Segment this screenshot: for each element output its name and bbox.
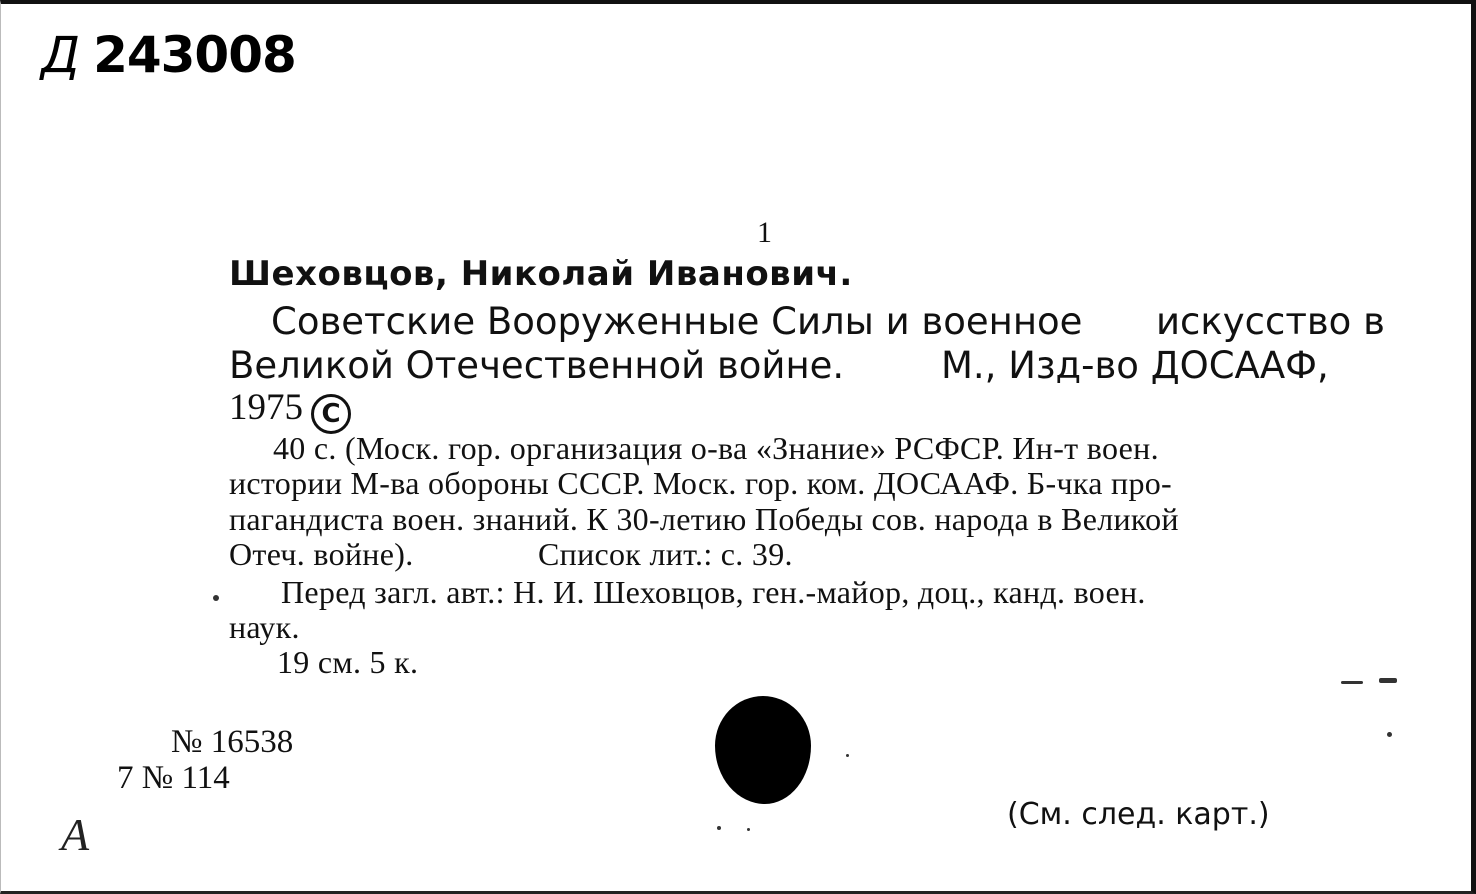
handwritten-initial: А [61, 809, 90, 860]
punch-hole [715, 696, 811, 804]
speck [1387, 732, 1392, 737]
title-line-2a: Великой Отечественной войне. [229, 344, 845, 387]
description-line-1: 40 с. (Моск. гор. организация о-ва «Знание» РСФСР. Ин-т воен. [273, 430, 1159, 466]
inventory-prefix: Д [41, 26, 80, 84]
publication-year: 1975 [229, 387, 303, 428]
title-line-1a: Советские Вооруженные Силы и военное [271, 300, 1083, 343]
title-line-1b: искусство в [1156, 300, 1385, 343]
speck [213, 595, 219, 601]
order-number-2: 7 № 114 [117, 760, 230, 796]
description-line-4: Отеч. войне). [229, 536, 414, 572]
author-heading: Шеховцов, Николай Иванович. [229, 254, 853, 294]
copyright-icon: С [311, 394, 351, 434]
card-number: 1 [757, 216, 772, 249]
speck [846, 754, 849, 757]
size-price: 19 см. 5 к. [277, 644, 419, 680]
author-note-line-1: Перед загл. авт.: Н. И. Шеховцов, ген.-майор, доц., канд. воен. [281, 574, 1146, 610]
author-note-line-2: наук. [229, 609, 300, 645]
bibliography-note: Список лит.: с. 39. [538, 536, 793, 572]
description-line-3: пагандиста воен. знаний. К 30-летию Победы сов. народа в Великой [229, 501, 1179, 537]
publication-year-line [229, 386, 351, 434]
inventory-number [41, 26, 296, 84]
speck [747, 828, 750, 831]
speck [1341, 681, 1363, 684]
description-line-2: истории М-ва обороны СССР. Моск. гор. ком. ДОСААФ. Б-чка про- [229, 465, 1173, 501]
speck [1379, 678, 1397, 683]
title-line-2b: М., Изд-во ДОСААФ, [941, 344, 1329, 387]
order-number: № 16538 [171, 724, 294, 760]
continued-note: (См. след. карт.) [1007, 797, 1270, 832]
inventory-code: 243008 [93, 26, 296, 84]
speck [717, 826, 721, 830]
